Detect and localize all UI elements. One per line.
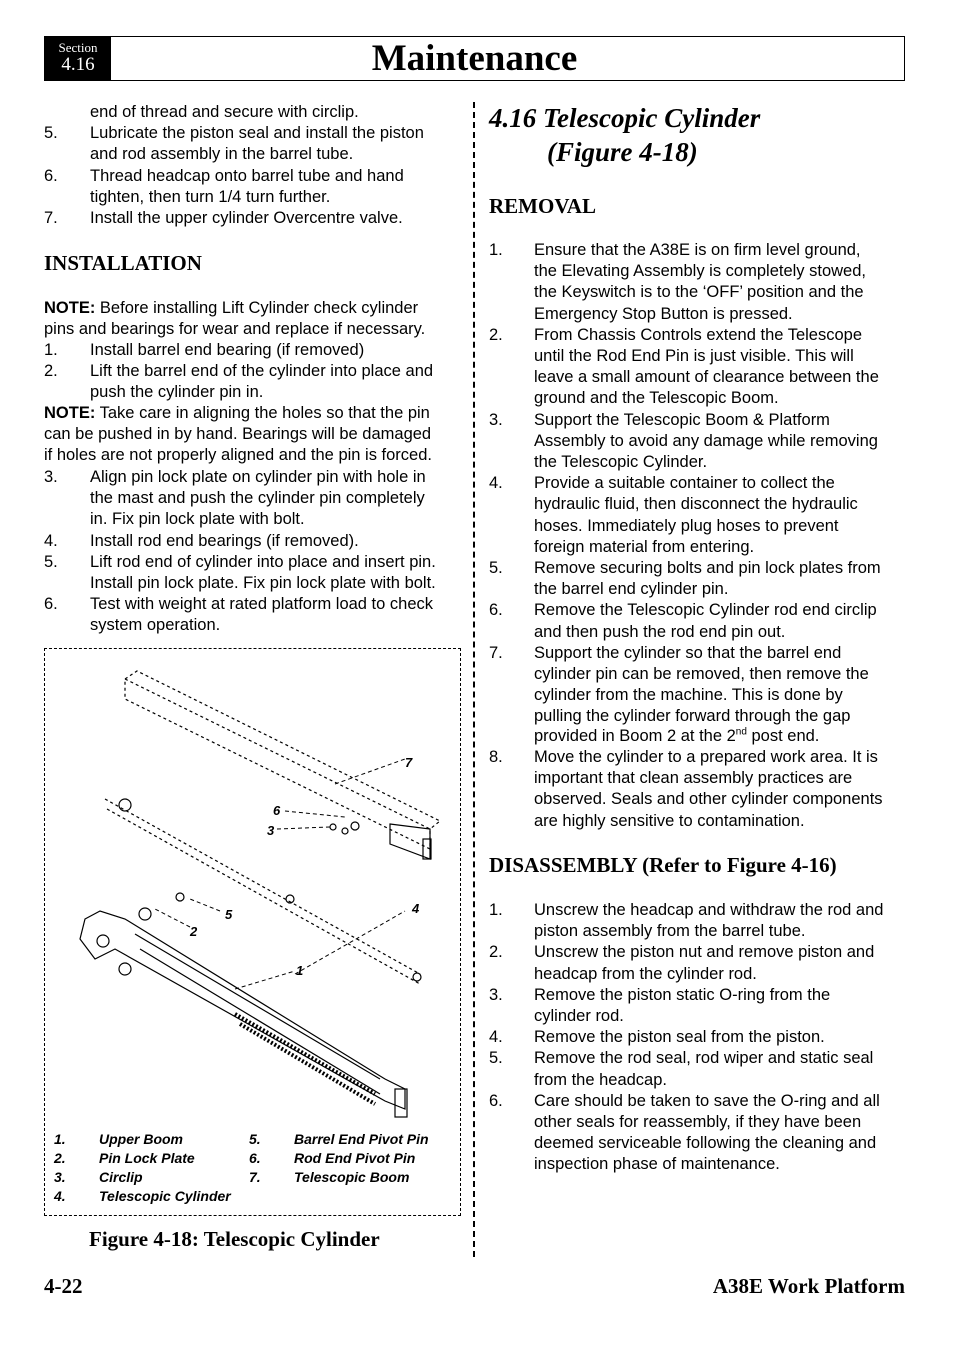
list-item [44, 102, 464, 123]
list-item-text [534, 726, 819, 747]
list-item-number: 6. [489, 601, 503, 620]
list-item-text: Install pin lock plate. Fix pin lock plate with bolt. [90, 574, 436, 592]
list-item-text: until the Rod End Pin is just visible. This will [534, 347, 854, 365]
list-item [44, 208, 464, 229]
list-item [44, 166, 464, 187]
legend-label: Telescopic Cylinder [99, 1188, 231, 1204]
list-item-text: inspection phase of maintenance. [534, 1155, 780, 1174]
list-item-text: Assembly to avoid any damage while removing [534, 431, 878, 450]
list-item-text: the barrel end cylinder pin. [534, 580, 729, 599]
note-text: Before installing Lift Cylinder check cylinder [95, 299, 419, 317]
legend-number: 4. [54, 1188, 66, 1204]
list-item-text: from the headcap. [534, 1070, 667, 1089]
legend-number: 3. [54, 1169, 66, 1185]
list-item-number: 8. [489, 748, 503, 766]
list-item [489, 282, 909, 303]
list-item [489, 643, 909, 664]
list-item-text: pulling the cylinder forward through the gap [534, 707, 851, 726]
list-item [44, 467, 464, 488]
list-item-text: Lift the barrel end of the cylinder into place and [90, 362, 434, 381]
list-item-text: and rod assembly in the barrel tube. [90, 145, 354, 164]
list-item [489, 685, 909, 706]
list-item-text: From Chassis Controls extend the Telescope [534, 325, 863, 344]
list-item-number: 3. [489, 410, 503, 429]
list-item-text: Install the upper cylinder Overcentre valve. [90, 209, 403, 227]
installation-note-1 [44, 298, 464, 319]
legend-item [54, 1168, 143, 1187]
legend-item [54, 1130, 183, 1149]
list-item [44, 531, 464, 552]
list-item-text: Ensure that the A38E is on firm level ground, [534, 241, 861, 259]
legend-number: 2. [54, 1150, 66, 1166]
list-item-text: Test with weight at rated platform load to check [90, 595, 434, 614]
list-item [489, 240, 909, 261]
callout-1: 1 [296, 963, 304, 978]
list-item-number: 5. [44, 552, 58, 571]
list-item-text: hoses. Immediately plug hoses to prevent [534, 516, 839, 535]
list-item [489, 664, 909, 685]
list-item [489, 579, 909, 600]
list-item [44, 488, 464, 509]
legend-number: 1. [54, 1131, 66, 1147]
installation-note-2-line3: if holes are not properly aligned and the pin is forced. [44, 446, 432, 464]
legend-item [249, 1149, 415, 1168]
list-item-text: in. Fix pin lock plate with bolt. [90, 510, 305, 529]
list-item-text: push the cylinder pin in. [90, 383, 264, 402]
list-item-text: hydraulic fluid, then disconnect the hydraulic [534, 495, 858, 514]
list-item-text: are highly sensitive to contamination. [534, 811, 805, 830]
callout-6: 6 [273, 803, 281, 818]
list-item [489, 811, 909, 832]
figure-callouts [189, 755, 420, 978]
callout-7: 7 [405, 755, 413, 770]
list-item-number: 1. [44, 341, 58, 359]
list-item-number: 6. [44, 595, 58, 614]
list-item-text: headcap from the cylinder rod. [534, 964, 757, 983]
list-item-number: 5. [489, 1049, 503, 1068]
list-item-text: cylinder rod. [534, 1007, 624, 1025]
list-item-text: piston assembly from the barrel tube. [534, 922, 806, 941]
section-title-line2: (Figure 4-18) [547, 137, 698, 167]
list-item-number: 7. [44, 209, 58, 227]
list-item [489, 789, 909, 810]
legend-number: 5. [249, 1131, 261, 1147]
list-item-number: 2. [489, 943, 503, 962]
list-item-text: Lubricate the piston seal and install the piston [90, 124, 424, 143]
list-item [44, 552, 464, 573]
telescopic-boom-drawing [125, 671, 440, 859]
list-item-text: Lift rod end of cylinder into place and insert pin. [90, 552, 436, 571]
list-item [489, 410, 909, 431]
list-item-text: the Telescopic Cylinder. [534, 453, 708, 471]
list-item [489, 304, 909, 325]
list-item [489, 900, 909, 921]
list-item [44, 187, 464, 208]
list-item-text: Remove the Telescopic Cylinder rod end circlip [534, 601, 877, 620]
page-number: 4-22 [44, 1274, 83, 1298]
legend-label: Circlip [99, 1169, 143, 1185]
figure-caption: Figure 4-18: Telescopic Cylinder [89, 1227, 380, 1251]
list-item-number: 4. [44, 531, 58, 550]
list-item-text: leave a small amount of clearance between the [534, 368, 879, 387]
list-item-number: 6. [44, 166, 58, 185]
superscript: nd [735, 726, 747, 738]
list-item [489, 1027, 909, 1048]
list-item [489, 942, 909, 963]
list-item-number: 3. [489, 985, 503, 1004]
section-label: Section [58, 40, 98, 55]
callout-4: 4 [412, 901, 420, 916]
list-item [489, 768, 909, 789]
installation-note-1-line2: pins and bearings for wear and replace if necessary. [44, 320, 426, 338]
list-item [489, 985, 909, 1006]
telescopic-cylinder-diagram [45, 649, 460, 1129]
text-part: provided in Boom 2 at the 2 [534, 727, 736, 745]
page-title: Maintenance [371, 38, 578, 79]
list-item [489, 1091, 909, 1112]
list-item-number: 1. [489, 241, 503, 259]
list-item [489, 1133, 909, 1154]
list-item [489, 600, 909, 621]
note-label: NOTE: [44, 404, 96, 422]
list-item-text: deemed serviceable following the cleaning and [534, 1134, 877, 1153]
list-item [44, 573, 464, 594]
list-item-number: 5. [489, 559, 503, 577]
list-item [489, 346, 909, 367]
upper-boom-drawing [80, 893, 407, 1117]
list-item [489, 452, 909, 473]
callout-2: 2 [190, 924, 198, 939]
list-item-text: end of thread and secure with circlip. [90, 103, 359, 121]
legend-label: Pin Lock Plate [99, 1150, 195, 1166]
list-item [44, 144, 464, 165]
list-item-text: Install rod end bearings (if removed). [90, 531, 359, 550]
list-item [44, 615, 464, 636]
legend-label: Barrel End Pivot Pin [294, 1131, 429, 1147]
list-item [489, 622, 909, 643]
list-item [489, 516, 909, 537]
list-item-number: 3. [44, 468, 58, 486]
disassembly-heading: DISASSEMBLY (Refer to Figure 4-16) [489, 853, 837, 877]
list-item-text: system operation. [90, 616, 221, 635]
list-item-text: the Elevating Assembly is completely stowed, [534, 262, 866, 281]
list-item-number: 2. [44, 362, 58, 381]
list-item-text: Remove the rod seal, rod wiper and static seal [534, 1049, 874, 1068]
list-item [44, 340, 464, 361]
list-item-text: Remove securing bolts and pin lock plates from [534, 559, 881, 577]
legend-label: Telescopic Boom [294, 1169, 410, 1185]
list-item-text: Install barrel end bearing (if removed) [90, 341, 365, 359]
list-item [489, 706, 909, 727]
list-item [44, 361, 464, 382]
list-item-text: tighten, then turn 1/4 turn further. [90, 187, 331, 206]
note-label: NOTE: [44, 299, 96, 317]
list-item [489, 1006, 909, 1027]
list-item-text: Emergency Stop Button is pressed. [534, 304, 793, 323]
list-item [489, 1154, 909, 1175]
list-item [489, 964, 909, 985]
section-header [44, 36, 905, 81]
list-item [489, 261, 909, 282]
list-item-text: Unscrew the piston nut and remove piston and [534, 943, 875, 962]
list-item-text: Provide a suitable container to collect the [534, 474, 835, 493]
list-item [44, 382, 464, 403]
list-item-number: 6. [489, 1091, 503, 1110]
installation-heading: INSTALLATION [44, 251, 202, 275]
list-item-text: the Keyswitch is to the ‘OFF’ position and the [534, 283, 864, 302]
list-item-number: 7. [489, 643, 503, 662]
legend-item [249, 1130, 429, 1149]
installation-note-2-line2: can be pushed in by hand. Bearings will be damaged [44, 425, 432, 443]
installation-note-2 [44, 403, 464, 424]
list-item [489, 494, 909, 515]
text-part: post end. [746, 727, 820, 745]
list-item [44, 509, 464, 530]
list-item-text: and then push the rod end pin out. [534, 622, 786, 641]
callout-3: 3 [267, 823, 275, 838]
list-item [489, 473, 909, 494]
leader-lines [155, 759, 405, 989]
callout-5: 5 [225, 907, 233, 922]
list-item-number: 2. [489, 325, 503, 344]
section-title: 4.16 Telescopic Cylinder [489, 103, 761, 133]
list-item [489, 367, 909, 388]
list-item-number: 4. [489, 474, 503, 493]
list-item [489, 1070, 909, 1091]
list-item-number: 1. [489, 901, 503, 919]
list-item-text: Move the cylinder to a prepared work area. It is [534, 748, 878, 766]
legend-item [54, 1187, 231, 1206]
list-item [489, 1048, 909, 1069]
list-item [489, 388, 909, 409]
section-number: 4.16 [61, 54, 95, 75]
list-item [489, 431, 909, 452]
removal-heading: REMOVAL [489, 194, 596, 218]
legend-number: 6. [249, 1150, 261, 1166]
legend-number: 7. [249, 1169, 261, 1185]
list-item [489, 537, 909, 558]
list-item [489, 1112, 909, 1133]
column-divider [473, 102, 475, 1257]
list-item-text: important that clean assembly practices are [534, 769, 853, 788]
legend-label: Rod End Pivot Pin [294, 1150, 416, 1166]
list-item-text: other seals for reassembly, if they have been [534, 1113, 862, 1131]
list-item-text: Care should be taken to save the O-ring and all [534, 1091, 880, 1110]
list-item-text: Remove the piston seal from the piston. [534, 1028, 825, 1047]
list-item-text: cylinder from the machine. This is done by [534, 686, 843, 705]
list-item-text: Align pin lock plate on cylinder pin with hole in [90, 468, 426, 486]
list-item [489, 921, 909, 942]
list-item-text: the mast and push the cylinder pin completely [90, 489, 425, 508]
note-text: Take care in aligning the holes so that the pin [95, 404, 430, 422]
legend-item [54, 1149, 195, 1168]
list-item-number: 4. [489, 1028, 503, 1047]
list-item-text: foreign material from entering. [534, 537, 755, 556]
list-item [489, 325, 909, 346]
list-item-text: Remove the piston static O-ring from the [534, 985, 831, 1004]
list-item-number: 5. [44, 124, 58, 143]
list-item-text: Support the cylinder so that the barrel end [534, 643, 842, 662]
list-item-text: Thread headcap onto barrel tube and hand [90, 166, 404, 185]
product-name: A38E Work Platform [712, 1274, 905, 1298]
list-item-text: Unscrew the headcap and withdraw the rod and [534, 901, 884, 919]
list-item-text: ground and the Telescopic Boom. [534, 389, 779, 408]
list-item [44, 594, 464, 615]
legend-label: Upper Boom [99, 1131, 183, 1147]
list-item [489, 558, 909, 579]
legend-item [249, 1168, 409, 1187]
list-item-text: Support the Telescopic Boom & Platform [534, 410, 830, 429]
list-item [489, 747, 909, 768]
figure-box [44, 648, 461, 1216]
list-item [44, 123, 464, 144]
list-item-text: observed. Seals and other cylinder components [534, 790, 883, 809]
list-item-text: cylinder pin can be removed, then remove the [534, 665, 869, 683]
